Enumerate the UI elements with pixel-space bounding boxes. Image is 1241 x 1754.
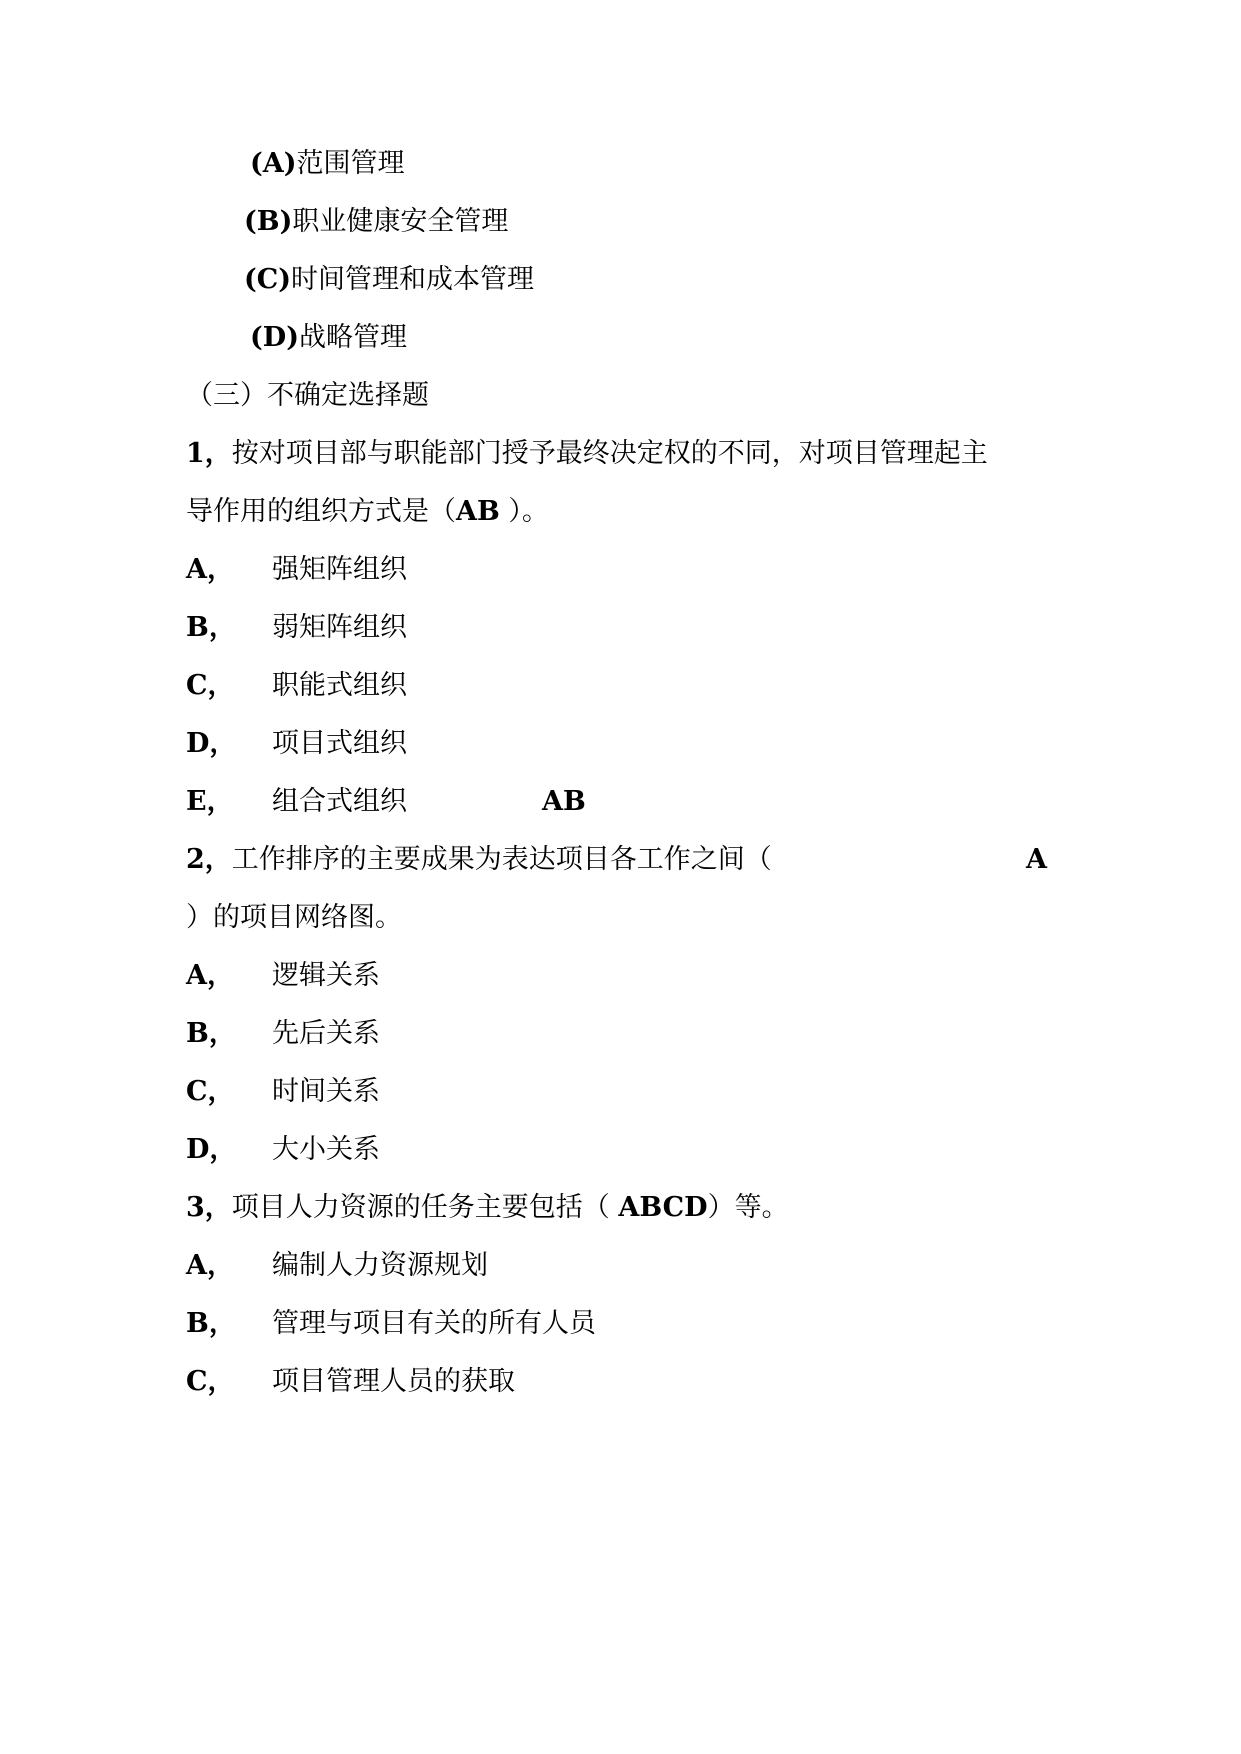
option-text: 战略管理 — [298, 322, 407, 353]
option-letter: B， — [186, 612, 236, 643]
option-text: 范围管理 — [296, 148, 405, 179]
option-text: 职业健康安全管理 — [292, 206, 509, 237]
option-letter: (A) — [250, 148, 297, 179]
q3-option-c — [186, 1365, 515, 1399]
q1-option-e — [186, 785, 407, 819]
option-letter: (C) — [244, 264, 292, 295]
prev-option-c — [244, 263, 534, 297]
option-letter: C， — [186, 1076, 235, 1107]
q3-option-b — [186, 1307, 596, 1341]
option-text: 强矩阵组织 — [272, 554, 407, 585]
option-text: 编制人力资源规划 — [272, 1250, 488, 1281]
option-text: 逻辑关系 — [272, 960, 380, 991]
q2-answer-inline: A — [1026, 844, 1047, 875]
q3-option-a — [186, 1249, 488, 1283]
option-letter: B， — [186, 1308, 236, 1339]
option-letter: A， — [186, 960, 234, 991]
q2-option-d — [186, 1133, 380, 1167]
prev-option-d — [250, 321, 407, 355]
option-letter: C， — [186, 1366, 235, 1397]
option-letter: C， — [186, 670, 235, 701]
question-number: 1， — [186, 438, 232, 469]
option-letter: B， — [186, 1018, 236, 1049]
q1-option-c — [186, 669, 407, 703]
option-letter: D， — [186, 1134, 237, 1165]
option-text: 先后关系 — [272, 1018, 380, 1049]
question-text: 按对项目部与职能部门授予最终决定权的不同，对项目管理起主 — [231, 438, 988, 469]
question-text: 导作用的组织方式是（ — [186, 496, 456, 527]
question-2-line-1 — [186, 843, 772, 877]
option-letter: D， — [186, 728, 237, 759]
q1-option-d — [186, 727, 407, 761]
q2-option-a — [186, 959, 380, 993]
option-letter: E， — [186, 786, 234, 817]
question-1-line-2 — [186, 495, 549, 529]
option-letter: (D) — [250, 322, 299, 353]
option-text: 弱矩阵组织 — [272, 612, 407, 643]
q1-option-b — [186, 611, 407, 645]
question-text: ）。 — [499, 496, 549, 527]
q2-option-b — [186, 1017, 380, 1051]
option-text: 时间管理和成本管理 — [291, 264, 535, 295]
option-text: 项目管理人员的获取 — [272, 1366, 515, 1397]
section-heading: （三）不确定选择题 — [186, 380, 429, 411]
option-text: 时间关系 — [272, 1076, 380, 1107]
question-text: ）等。 — [707, 1192, 789, 1223]
option-text: 职能式组织 — [272, 670, 407, 701]
option-letter: (B) — [244, 206, 293, 237]
prev-option-b — [244, 205, 508, 239]
q1-answer-mark: AB — [542, 786, 586, 817]
question-number: 3， — [186, 1192, 232, 1223]
answer-inline: ABCD — [618, 1192, 708, 1223]
option-text: 管理与项目有关的所有人员 — [272, 1308, 596, 1339]
question-1-line-1 — [186, 437, 988, 471]
option-text: 组合式组织 — [272, 786, 407, 817]
answer-inline: AB — [456, 496, 500, 527]
option-letter: A， — [186, 1250, 234, 1281]
question-3-line-1 — [186, 1191, 789, 1225]
q1-option-a — [186, 553, 407, 587]
q2-option-c — [186, 1075, 380, 1109]
prev-option-a — [250, 147, 405, 181]
option-text: 项目式组织 — [272, 728, 407, 759]
question-text: 工作排序的主要成果为表达项目各工作之间（ — [231, 844, 772, 875]
question-number: 2， — [186, 844, 232, 875]
question-2-line-2: ）的项目网络图。 — [186, 902, 402, 933]
question-text: 项目人力资源的任务主要包括（ — [231, 1192, 619, 1223]
option-letter: A， — [186, 554, 234, 585]
option-text: 大小关系 — [272, 1134, 380, 1165]
